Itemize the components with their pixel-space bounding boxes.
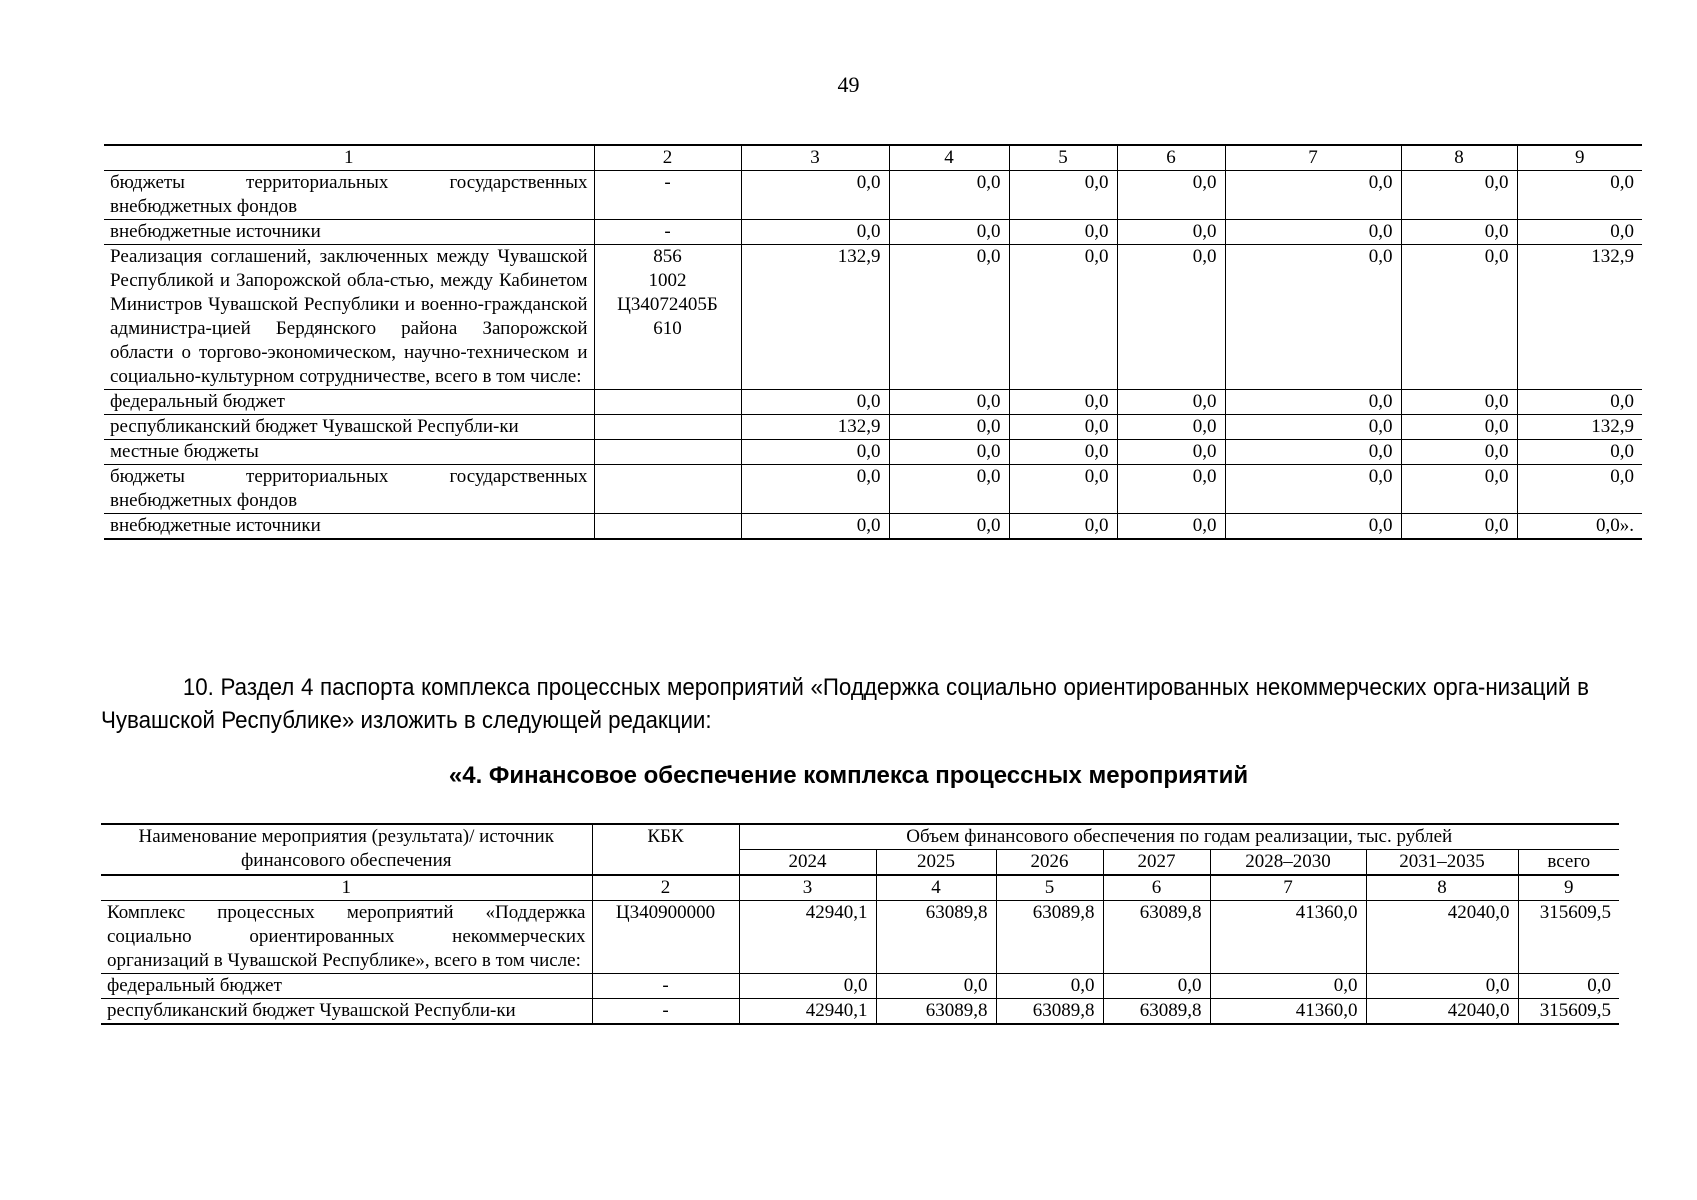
column-number: 8 <box>1366 875 1518 901</box>
column-number: 2 <box>592 875 739 901</box>
row-value: 0,0 <box>889 220 1009 245</box>
row-value: 0,0 <box>1366 974 1518 999</box>
year-header: 2026 <box>996 850 1103 876</box>
year-header: 2028–2030 <box>1210 850 1366 876</box>
row-value: 132,9 <box>741 415 889 440</box>
column-number-row <box>104 145 1642 171</box>
row-value: 0,0 <box>1517 390 1642 415</box>
row-value: 41360,0 <box>1210 901 1366 974</box>
row-value: 0,0 <box>739 974 876 999</box>
row-value: 63089,8 <box>876 901 996 974</box>
kbk-line: 1002 <box>648 270 687 291</box>
table-row <box>104 514 1642 540</box>
row-value: 42040,0 <box>1366 999 1518 1025</box>
table-row <box>101 974 1619 999</box>
column-number: 9 <box>1517 145 1642 171</box>
row-value: 0,0 <box>1225 390 1401 415</box>
row-kbk: - <box>592 999 739 1025</box>
column-number: 4 <box>876 875 996 901</box>
row-value: 0,0 <box>1401 220 1517 245</box>
year-header: 2027 <box>1103 850 1210 876</box>
row-value: 0,0 <box>1210 974 1366 999</box>
row-value: 0,0 <box>889 245 1009 390</box>
row-name: республиканский бюджет Чувашской Республи-ки <box>104 415 594 440</box>
row-value: 42940,1 <box>739 999 876 1025</box>
row-name: местные бюджеты <box>104 440 594 465</box>
table-row <box>104 390 1642 415</box>
row-value: 63089,8 <box>996 901 1103 974</box>
row-value: 63089,8 <box>876 999 996 1025</box>
row-value: 0,0 <box>1518 974 1619 999</box>
row-value: 0,0 <box>1225 440 1401 465</box>
row-value: 0,0 <box>1117 514 1225 540</box>
row-name: внебюджетные источники <box>104 514 594 540</box>
financing-table-continued <box>104 144 1642 540</box>
row-value: 0,0 <box>1401 245 1517 390</box>
row-value: 132,9 <box>741 245 889 390</box>
year-header: 2031–2035 <box>1366 850 1518 876</box>
financing-table-section4 <box>101 823 1619 1025</box>
row-value: 0,0 <box>1117 465 1225 514</box>
column-number: 1 <box>104 145 594 171</box>
row-value: 0,0 <box>741 171 889 220</box>
kbk-line: Ц34072405Б <box>617 294 718 315</box>
row-value: 132,9 <box>1517 415 1642 440</box>
row-value: 0,0 <box>1401 171 1517 220</box>
row-value: 0,0 <box>1009 465 1117 514</box>
column-number: 4 <box>889 145 1009 171</box>
column-number: 8 <box>1401 145 1517 171</box>
row-name: бюджеты территориальных государственных внебюджетных фондов <box>104 465 594 514</box>
table-row <box>104 440 1642 465</box>
column-number: 6 <box>1117 145 1225 171</box>
row-kbk <box>594 220 741 245</box>
row-value: 0,0 <box>1517 220 1642 245</box>
row-value: 0,0 <box>1517 440 1642 465</box>
table-row <box>104 415 1642 440</box>
column-number: 6 <box>1103 875 1210 901</box>
row-name: Реализация соглашений, заключенных между Чувашской Республикой и Запорожской обла-стью, между Кабинетом Министров Чувашской Республики и военно-гражданской администра-цией Бердянского района Запорожской области о торгово-экономическом, научно-техническом и социально-культурном сотрудничестве, всего в том числе: <box>104 245 594 390</box>
column-number: 9 <box>1518 875 1619 901</box>
row-kbk <box>594 465 741 514</box>
row-value: 0,0 <box>1225 465 1401 514</box>
row-value: 63089,8 <box>1103 999 1210 1025</box>
year-header: 2025 <box>876 850 996 876</box>
row-value: 0,0 <box>1401 440 1517 465</box>
row-value: 0,0». <box>1517 514 1642 540</box>
row-value: 0,0 <box>1117 220 1225 245</box>
row-value: 0,0 <box>1117 415 1225 440</box>
section-heading: «4. Финансовое обеспечение комплекса процессных мероприятий <box>448 762 1249 789</box>
row-name: республиканский бюджет Чувашской Республи-ки <box>101 999 592 1025</box>
table-row <box>101 901 1619 974</box>
row-value: 0,0 <box>1009 245 1117 390</box>
column-number: 1 <box>101 875 592 901</box>
row-name: бюджеты территориальных государственных внебюджетных фондов <box>104 171 594 220</box>
table-row <box>104 171 1642 220</box>
column-number: 3 <box>739 875 876 901</box>
row-value: 315609,5 <box>1518 901 1619 974</box>
row-value: 0,0 <box>1009 171 1117 220</box>
row-value: 0,0 <box>1225 220 1401 245</box>
row-value: 63089,8 <box>996 999 1103 1025</box>
column-number: 3 <box>741 145 889 171</box>
row-value: 315609,5 <box>1518 999 1619 1025</box>
row-kbk: - <box>592 974 739 999</box>
row-name: федеральный бюджет <box>104 390 594 415</box>
kbk-line: 610 <box>653 318 682 339</box>
row-name: федеральный бюджет <box>101 974 592 999</box>
row-value: 0,0 <box>741 514 889 540</box>
row-value: 0,0 <box>1225 514 1401 540</box>
row-value: 0,0 <box>1517 465 1642 514</box>
row-value: 0,0 <box>876 974 996 999</box>
row-kbk <box>594 390 741 415</box>
amendment-paragraph: 10. Раздел 4 паспорта комплекса процессных мероприятий «Поддержка социально ориентированных некоммерческих орга-низаций в Чувашской Республике» изложить в следующей редакции: <box>101 674 1590 734</box>
row-value: 63089,8 <box>1103 901 1210 974</box>
column-number: 5 <box>996 875 1103 901</box>
kbk-line: - <box>664 221 671 242</box>
table-row <box>104 465 1642 514</box>
row-value: 0,0 <box>741 220 889 245</box>
row-value: 0,0 <box>889 514 1009 540</box>
row-value: 132,9 <box>1517 245 1642 390</box>
row-value: 0,0 <box>741 440 889 465</box>
row-name: внебюджетные источники <box>104 220 594 245</box>
row-value: 0,0 <box>1009 390 1117 415</box>
row-value: 0,0 <box>889 440 1009 465</box>
row-value: 0,0 <box>1009 514 1117 540</box>
row-kbk <box>594 245 741 390</box>
table-row <box>101 999 1619 1025</box>
row-value: 0,0 <box>1103 974 1210 999</box>
row-value: 42940,1 <box>739 901 876 974</box>
year-header: всего <box>1518 850 1619 876</box>
row-value: 0,0 <box>996 974 1103 999</box>
year-header: 2024 <box>739 850 876 876</box>
row-kbk <box>594 440 741 465</box>
row-name: Комплекс процессных мероприятий «Поддержка социально ориентированных некоммерческих организаций в Чувашской Республике», всего в том числе: <box>101 901 592 974</box>
row-value: 0,0 <box>1009 415 1117 440</box>
row-value: 0,0 <box>889 171 1009 220</box>
row-value: 0,0 <box>1401 465 1517 514</box>
page-number: 49 <box>837 72 860 97</box>
row-value: 0,0 <box>1225 171 1401 220</box>
row-value: 0,0 <box>1225 245 1401 390</box>
row-value: 42040,0 <box>1366 901 1518 974</box>
row-value: 0,0 <box>1401 415 1517 440</box>
row-kbk <box>594 171 741 220</box>
row-value: 41360,0 <box>1210 999 1366 1025</box>
row-kbk <box>594 415 741 440</box>
row-value: 0,0 <box>1117 245 1225 390</box>
column-number: 2 <box>594 145 741 171</box>
row-value: 0,0 <box>741 465 889 514</box>
row-value: 0,0 <box>889 390 1009 415</box>
column-number: 7 <box>1210 875 1366 901</box>
row-value: 0,0 <box>1117 390 1225 415</box>
kbk-line: - <box>664 172 671 193</box>
row-value: 0,0 <box>889 465 1009 514</box>
column-number: 7 <box>1225 145 1401 171</box>
table-row <box>104 220 1642 245</box>
row-value: 0,0 <box>1009 220 1117 245</box>
kbk-line: 856 <box>653 246 682 267</box>
row-value: 0,0 <box>1401 514 1517 540</box>
row-value: 0,0 <box>1517 171 1642 220</box>
column-number: 5 <box>1009 145 1117 171</box>
row-value: 0,0 <box>1117 171 1225 220</box>
col-header-financing-group: Объем финансового обеспечения по годам реализации, тыс. рублей <box>739 824 1619 850</box>
row-value: 0,0 <box>1009 440 1117 465</box>
row-value: 0,0 <box>1117 440 1225 465</box>
row-kbk <box>594 514 741 540</box>
column-number-row <box>101 875 1619 901</box>
row-value: 0,0 <box>741 390 889 415</box>
row-kbk: Ц340900000 <box>592 901 739 974</box>
col-header-name: Наименование мероприятия (результата)/ источник финансового обеспечения <box>101 824 592 875</box>
col-header-kbk: КБК <box>592 824 739 875</box>
row-value: 0,0 <box>1225 415 1401 440</box>
row-value: 0,0 <box>1401 390 1517 415</box>
table-row <box>104 245 1642 390</box>
row-value: 0,0 <box>889 415 1009 440</box>
